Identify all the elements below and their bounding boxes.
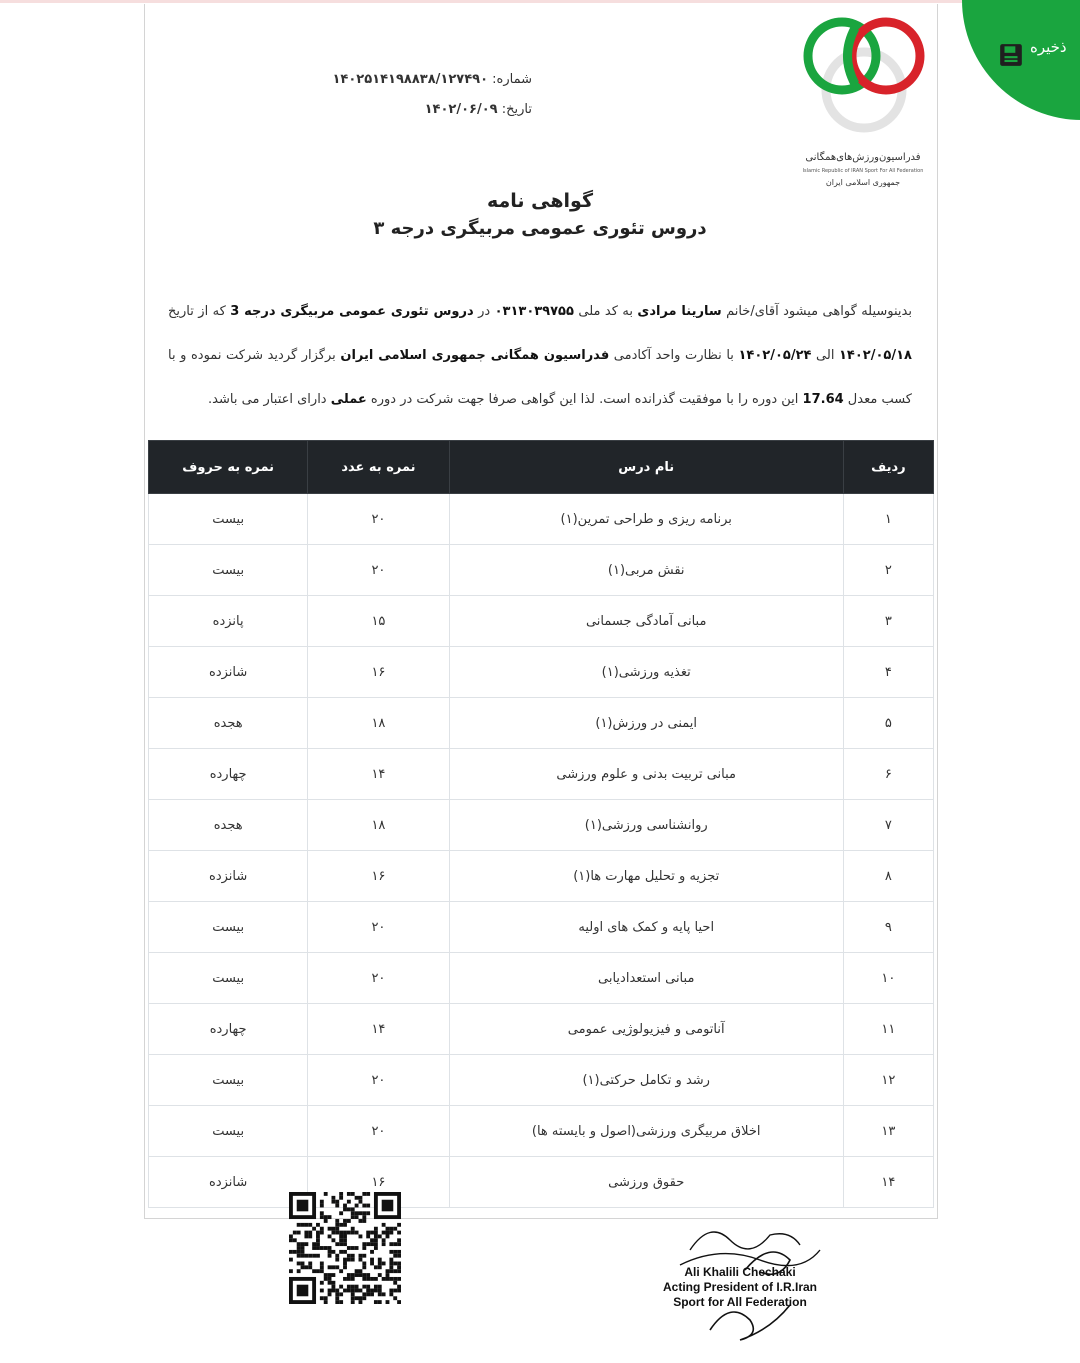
logo-name-en: Islamic Republic of IRAN Sport For All Federation: [802, 168, 924, 174]
practical-term: عملی: [330, 392, 367, 407]
certificate-title: گواهی نامه: [486, 190, 594, 212]
cell-course-name: احیا پایه و کمک های اولیه: [449, 902, 843, 953]
table-row: [149, 647, 934, 698]
cell-grade-number: ۲۰: [308, 494, 449, 545]
holder-name: سارینا مرادی: [637, 304, 722, 319]
cell-row-number: ۳: [843, 596, 933, 647]
cell-row-number: ۱۲: [843, 1055, 933, 1106]
header-course-name: نام درس: [449, 441, 843, 494]
body-text: این دوره را با موفقیت گذرانده است. لذا این گواهی صرفا جهت شرکت در دوره: [366, 392, 803, 407]
cell-row-number: ۸: [843, 851, 933, 902]
cell-course-name: حقوق ورزشی: [449, 1157, 843, 1208]
cell-row-number: ۱۱: [843, 1004, 933, 1055]
cell-grade-number: ۱۵: [308, 596, 449, 647]
body-text: برگزار گردید شرکت نموده و با کسب معدل: [168, 348, 912, 407]
signatory-org: Sport for All Federation: [673, 1295, 807, 1309]
body-text: با نظارت واحد آکادمی: [609, 348, 739, 363]
cell-row-number: ۱۴: [843, 1157, 933, 1208]
cell-course-name: اخلاق مربیگری ورزشی(اصول و بایسته ها): [449, 1106, 843, 1157]
cell-grade-number: ۱۶: [308, 1157, 449, 1208]
table-row: [149, 851, 934, 902]
federation-logo: [800, 10, 930, 190]
cell-row-number: ۷: [843, 800, 933, 851]
cell-row-number: ۱۰: [843, 953, 933, 1004]
cell-grade-words: شانزده: [149, 647, 308, 698]
course-name: دروس تئوری عمومی مربیگری درجه 3: [230, 304, 474, 319]
table-row: [149, 953, 934, 1004]
cell-grade-words: بیست: [149, 953, 308, 1004]
cell-course-name: برنامه ریزی و طراحی تمرین(۱): [449, 494, 843, 545]
grades-table: [148, 440, 934, 1208]
table-row: [149, 749, 934, 800]
certificate-body: [168, 290, 912, 422]
cell-course-name: نقش مربی(۱): [449, 545, 843, 596]
cell-grade-number: ۱۸: [308, 698, 449, 749]
table-row: [149, 1157, 934, 1208]
table-row: [149, 1055, 934, 1106]
table-row: [149, 698, 934, 749]
body-text: به کد ملی: [573, 304, 638, 319]
date-from: ۱۴۰۲/۰۵/۱۸: [839, 348, 912, 363]
table-row: [149, 1106, 934, 1157]
cell-row-number: ۶: [843, 749, 933, 800]
cell-grade-words: پانزده: [149, 596, 308, 647]
top-divider: [0, 0, 1080, 3]
body-text: الی: [811, 348, 839, 363]
cell-grade-words: هجده: [149, 800, 308, 851]
cell-grade-number: ۱۴: [308, 749, 449, 800]
average-score: 17.64: [802, 392, 844, 407]
federation-name: فدراسیون همگانی جمهوری اسلامی ایران: [340, 348, 610, 363]
cell-course-name: تجزیه و تحلیل مهارت ها(۱): [449, 851, 843, 902]
header-grade-number: نمره به عدد: [308, 441, 449, 494]
federation-rings-icon: [800, 10, 930, 150]
body-text: که از تاریخ: [168, 304, 231, 319]
logo-country-fa: جمهوری اسلامی ایران: [825, 178, 901, 187]
cell-grade-number: ۱۶: [308, 851, 449, 902]
table-row: [149, 494, 934, 545]
cell-grade-number: ۱۶: [308, 647, 449, 698]
cell-grade-words: شانزده: [149, 851, 308, 902]
qr-code-icon[interactable]: [289, 1192, 401, 1304]
national-code: ۰۳۱۳۰۳۹۷۵۵: [494, 304, 574, 319]
cell-grade-number: ۲۰: [308, 953, 449, 1004]
cell-row-number: ۱: [843, 494, 933, 545]
cell-grade-words: هجده: [149, 698, 308, 749]
cell-grade-number: ۲۰: [308, 545, 449, 596]
cell-grade-number: ۲۰: [308, 1106, 449, 1157]
body-text: دارای اعتبار می باشد.: [208, 392, 331, 407]
cell-course-name: مبانی آمادگی جسمانی: [449, 596, 843, 647]
cell-course-name: رشد و تکامل حرکتی(۱): [449, 1055, 843, 1106]
cell-grade-number: ۱۸: [308, 800, 449, 851]
cell-course-name: روانشناسی ورزشی(۱): [449, 800, 843, 851]
cell-grade-words: بیست: [149, 1055, 308, 1106]
cell-row-number: ۱۳: [843, 1106, 933, 1157]
cell-grade-words: شانزده: [149, 1157, 308, 1208]
cell-grade-words: بیست: [149, 494, 308, 545]
cell-grade-words: بیست: [149, 1106, 308, 1157]
cell-grade-number: ۲۰: [308, 1055, 449, 1106]
date-value: ۱۴۰۲/۰۶/۰۹: [424, 102, 498, 117]
cell-grade-words: چهارده: [149, 749, 308, 800]
table-header-row: [149, 441, 934, 494]
cell-grade-number: ۲۰: [308, 902, 449, 953]
certificate-number: [300, 72, 532, 87]
cell-row-number: ۵: [843, 698, 933, 749]
cell-course-name: آناتومی و فیزیولوژیی عمومی: [449, 1004, 843, 1055]
table-row: [149, 1004, 934, 1055]
cell-grade-words: بیست: [149, 545, 308, 596]
date-label: تاریخ:: [501, 102, 532, 117]
logo-name-fa: فدراسیون‌ورزش‌های‌همگانی: [805, 152, 921, 163]
cell-grade-words: بیست: [149, 902, 308, 953]
certificate-subtitle: دروس تئوری عمومی مربیگری درجه ۳: [373, 218, 707, 239]
cell-course-name: تغذیه ورزشی(۱): [449, 647, 843, 698]
body-text: در: [473, 304, 495, 319]
save-button-label: ذخیره: [1030, 38, 1067, 56]
certificate-date: [300, 102, 532, 117]
cell-row-number: ۴: [843, 647, 933, 698]
cell-course-name: مبانی تربیت بدنی و علوم ورزشی: [449, 749, 843, 800]
save-button[interactable]: [996, 36, 1076, 76]
body-text: بدینوسیله گواهی میشود آقای/خانم: [721, 304, 912, 319]
number-value: ۱۴۰۲۵۱۴۱۹۸۸۳۸/۱۲۷۴۹۰: [332, 72, 489, 87]
cell-course-name: مبانی استعدادیابی: [449, 953, 843, 1004]
cell-row-number: ۹: [843, 902, 933, 953]
cell-row-number: ۲: [843, 545, 933, 596]
cell-course-name: ایمنی در ورزش(۱): [449, 698, 843, 749]
cell-grade-words: چهارده: [149, 1004, 308, 1055]
number-label: شماره:: [492, 72, 532, 87]
table-row: [149, 902, 934, 953]
table-row: [149, 596, 934, 647]
cell-grade-number: ۱۴: [308, 1004, 449, 1055]
floppy-disk-icon: [998, 42, 1024, 68]
signatory-name: Ali Khalili Chechaki: [684, 1265, 796, 1279]
table-row: [149, 800, 934, 851]
table-row: [149, 545, 934, 596]
signatory-role: Acting President of I.R.Iran: [662, 1280, 818, 1294]
header-row-number: ردیف: [843, 441, 933, 494]
date-to: ۱۴۰۲/۰۵/۲۴: [738, 348, 812, 363]
header-grade-words: نمره به حروف: [149, 441, 308, 494]
